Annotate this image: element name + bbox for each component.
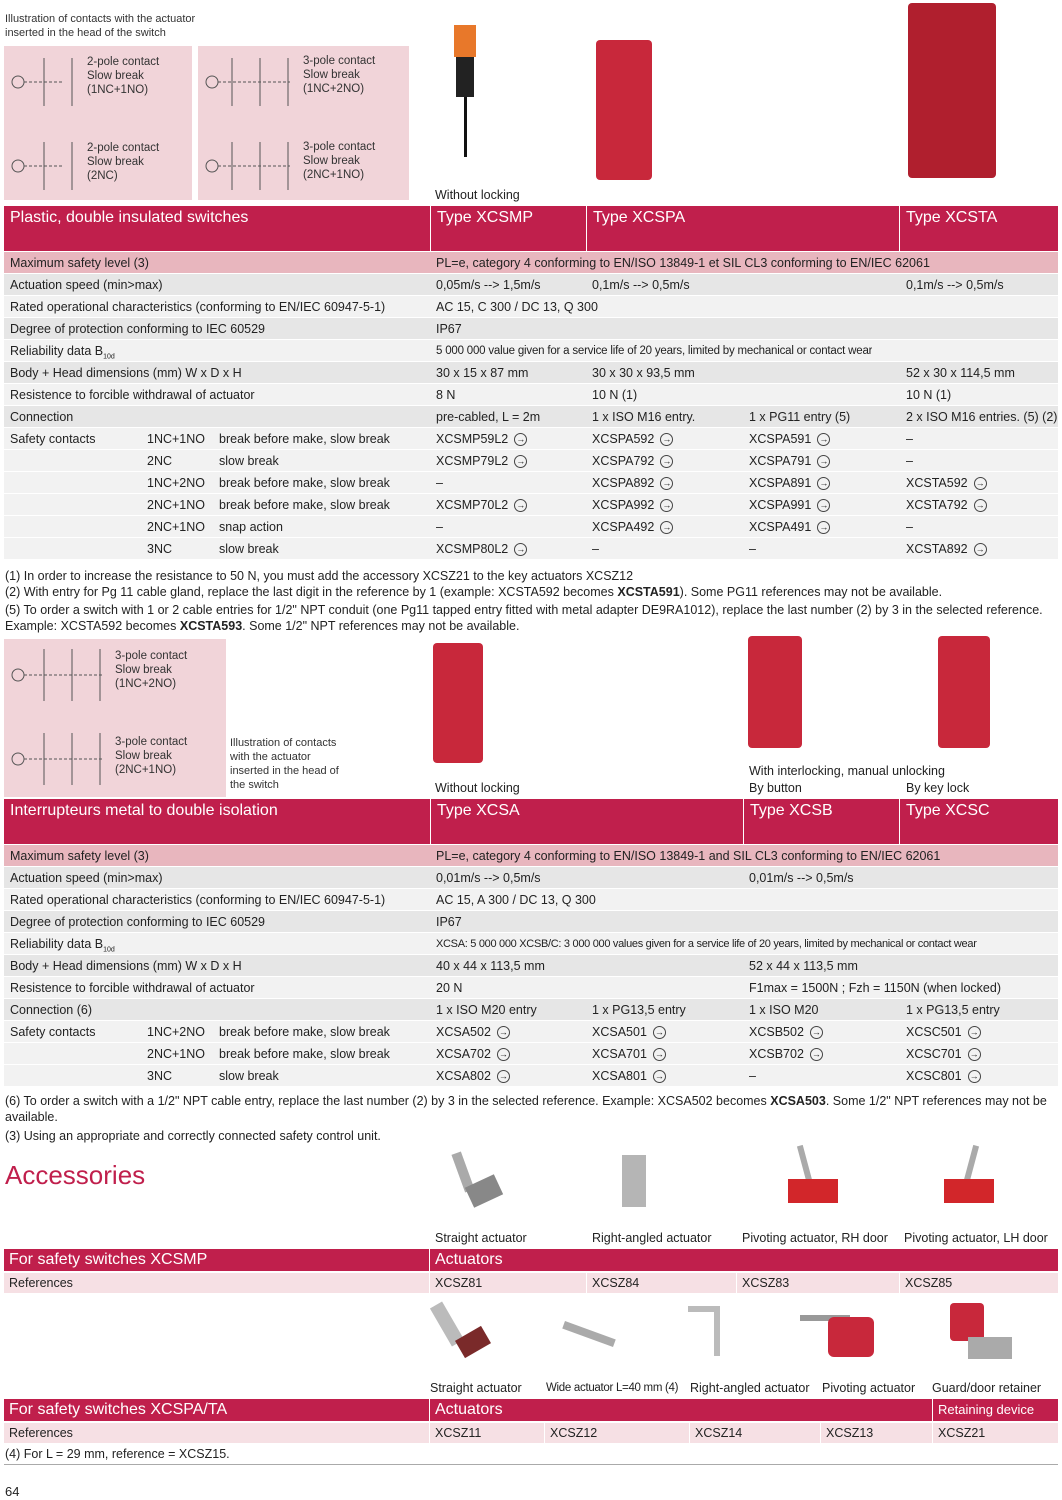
right-angled-actuator-image-2 <box>688 1306 724 1358</box>
note-6: (6) To order a switch with a 1/2" NPT cable entry, replace the last number (2) by 3 in the selected reference. Example: XCSA502 becomes XCSA503. Some 1/2" NPT references may not be available. <box>5 1094 1047 1124</box>
product-image-xcspa <box>596 40 652 180</box>
arrow-right-icon[interactable]: → <box>654 1027 664 1038</box>
acc-caption-1: Straight actuator <box>435 1231 527 1245</box>
t1-row-rated: Rated operational characteristics (conforming to EN/IEC 60947-5-1) AC 15, C 300 / DC 13, Q 300 <box>4 296 1058 318</box>
arrow-right-icon[interactable]: → <box>819 456 829 467</box>
note-1: (1) In order to increase the resistance to 50 N, you must add the accessory XCSZ21 to the key actuators XCSZ12 <box>5 569 634 583</box>
without-locking-caption: Without locking <box>435 188 520 202</box>
contact-diagram-2 <box>198 46 298 200</box>
t2-row-reliability: Reliability data $B_{10d}$ XCSA: 5 000 000 XCSB/C: 3 000 000 values given for a service life of 20 years, limited by mechanical or contact wear <box>4 933 1058 955</box>
t1-contact-row: 2NC+1NO break before make, slow break XCSMP70L2 → XCSPA992 → XCSPA991 → XCSTA792 → <box>4 494 1058 516</box>
acc2-caption-1: Straight actuator <box>430 1381 522 1395</box>
type-xcspa: Type XCSPA <box>586 206 899 251</box>
acc-caption-4: Pivoting actuator, LH door <box>904 1231 1048 1245</box>
t2-contact-row: 2NC+1NO break before make, slow break XCSA702 → XCSA701 → XCSB702 → XCSC701 → <box>4 1043 1058 1065</box>
footer-divider <box>4 1464 1058 1465</box>
contact-label-1: 2-pole contact Slow break (1NC+1NO) <box>87 56 160 96</box>
arrow-right-icon[interactable]: → <box>969 1071 979 1082</box>
ref-xcsz21[interactable]: XCSZ21 <box>933 1423 1058 1443</box>
arrow-right-icon[interactable]: → <box>516 544 526 555</box>
contact-label-mid-2: 3-pole contact Slow break (2NC+1NO) <box>115 736 188 776</box>
t2-row-speed: Actuation speed (min>max) 0,01m/s --> 0,5m/s 0,01m/s --> 0,5m/s <box>4 867 1058 889</box>
arrow-right-icon[interactable]: → <box>498 1049 508 1060</box>
by-button-caption: By button <box>749 781 802 795</box>
arrow-right-icon[interactable]: → <box>975 544 985 555</box>
table1-title: Plastic, double insulated switches <box>10 209 249 226</box>
ref-xcsmp59l2[interactable]: XCSMP59L2 <box>436 432 509 446</box>
t1-contact-row: 3NC slow break XCSMP80L2 → – – XCSTA892 → <box>4 538 1058 560</box>
acc-header-xcspa: For safety switches XCSPA/TA <box>4 1399 429 1421</box>
wide-actuator-image <box>562 1320 616 1350</box>
acc2-caption-3: Right-angled actuator <box>690 1381 810 1395</box>
note-3: (3) Using an appropriate and correctly connected safety control unit. <box>5 1129 381 1143</box>
type-xcsa: Type XCSA <box>430 799 743 844</box>
contact-diagram-mid <box>4 639 114 797</box>
without-locking-caption-2: Without locking <box>435 781 520 795</box>
by-key-caption: By key lock <box>906 781 970 795</box>
note-2: (2) With entry for Pg 11 cable gland, replace the last digit in the reference by 1 (example: XCSTA592 becomes XCSTA591). Some PG11 references may not be available. <box>5 585 943 599</box>
t2-row-resist: Resistence to forcible withdrawal of actuator 20 N F1max = 1500N ; Fzh = 1150N (when locked) <box>4 977 1058 999</box>
product-image-xcsta <box>908 3 996 178</box>
arrow-right-icon[interactable]: → <box>516 434 526 445</box>
t2-row-protection: Degree of protection conforming to IEC 60529 IP67 <box>4 911 1058 933</box>
contact-panel-mid <box>4 639 226 797</box>
contact-label-2: 3-pole contact Slow break (1NC+2NO) <box>303 55 376 95</box>
t1-row-protection: Degree of protection conforming to IEC 60529 IP67 <box>4 318 1058 340</box>
t1-row-connection: Connection pre-cabled, L = 2m 1 x ISO M16 entry. 1 x PG11 entry (5) 2 x ISO M16 entries. (5) (2) <box>4 406 1058 428</box>
ref-xcsz11[interactable]: XCSZ11 <box>430 1423 544 1443</box>
arrow-right-icon[interactable]: → <box>819 478 829 489</box>
t1-row-body: Body + Head dimensions (mm) W x D x H 30 x 15 x 87 mm 30 x 30 x 93,5 mm 52 x 30 x 114,5 mm <box>4 362 1058 384</box>
arrow-right-icon[interactable]: → <box>516 456 526 467</box>
ref-xcsz14[interactable]: XCSZ14 <box>690 1423 820 1443</box>
top-illus-caption: Illustration of contacts with the actuator inserted in the head of the switch <box>5 13 196 39</box>
arrow-right-icon[interactable]: → <box>662 478 672 489</box>
interlock-caption: With interlocking, manual unlocking <box>749 764 945 778</box>
arrow-right-icon[interactable]: → <box>654 1049 664 1060</box>
arrow-right-icon[interactable]: → <box>662 500 672 511</box>
acc-header-actuators: Actuators <box>430 1249 1058 1271</box>
arrow-right-icon[interactable]: → <box>662 456 672 467</box>
table2-header <box>4 799 1058 844</box>
arrow-right-icon[interactable]: → <box>969 1049 979 1060</box>
ref-xcsz84[interactable]: XCSZ84 <box>587 1273 736 1293</box>
straight-actuator-image <box>450 1152 506 1216</box>
contact-diagram-1 <box>4 46 84 200</box>
guard-retainer-image <box>944 1303 1016 1365</box>
pivoting-actuator-image <box>800 1305 876 1363</box>
arrow-right-icon[interactable]: → <box>969 1027 979 1038</box>
t1-contact-row: 1NC+2NO break before make, slow break – XCSPA892 → XCSPA891 → XCSTA592 → <box>4 472 1058 494</box>
straight-actuator-image-2 <box>440 1302 490 1360</box>
pivoting-rh-image <box>788 1145 838 1207</box>
type-xcsta: Type XCSTA <box>899 206 1058 251</box>
arrow-right-icon[interactable]: → <box>662 522 672 533</box>
ref-xcsz81[interactable]: XCSZ81 <box>430 1273 586 1293</box>
acc2-caption-4: Pivoting actuator <box>822 1381 916 1395</box>
table2-title: Interrupteurs metal to double isolation <box>10 802 278 819</box>
t1-row-speed: Actuation speed (min>max) 0,05m/s --> 1,5m/s 0,1m/s --> 0,5m/s 0,1m/s --> 0,5m/s <box>4 274 1058 296</box>
product-image-xcsa <box>433 643 483 763</box>
accessories-title: Accessories <box>5 1160 146 1190</box>
acc-caption-2: Right-angled actuator <box>592 1231 712 1245</box>
t2-row-rated: Rated operational characteristics (conforming to EN/IEC 60947-5-1) AC 15, A 300 / DC 13, Q 300 <box>4 889 1058 911</box>
t2-row-connection: Connection (6) 1 x ISO M20 entry 1 x PG13,5 entry 1 x ISO M20 1 x PG13,5 entry <box>4 999 1058 1021</box>
arrow-right-icon[interactable]: → <box>662 434 672 445</box>
t1-contact-row: 2NC slow break XCSMP79L2 → XCSPA792 → XCSPA791 → – <box>4 450 1058 472</box>
contact-panel-right <box>198 46 409 200</box>
t1-row-max-safety: Maximum safety level (3) PL=e, category 4 conforming to EN/ISO 13849-1 et SIL CL3 conforming to EN/IEC 62061 <box>4 252 1058 274</box>
page-number: 64 <box>5 1484 20 1499</box>
product-image-xcsmp <box>454 25 476 115</box>
acc-header-xcsmp: For safety switches XCSMP <box>4 1249 429 1271</box>
type-xcsc: Type XCSC <box>899 799 1058 844</box>
ref-xcsz83[interactable]: XCSZ83 <box>737 1273 899 1293</box>
arrow-right-icon[interactable]: → <box>498 1071 508 1082</box>
arrow-right-icon[interactable]: → <box>516 500 526 511</box>
t1-row-reliability: Reliability data $B_{10d}$ 5 000 000 value given for a service life of 20 years, limited by mechanical or contact wear <box>4 340 1058 362</box>
ref-xcsz85[interactable]: XCSZ85 <box>900 1273 1058 1293</box>
arrow-right-icon[interactable]: → <box>819 522 829 533</box>
arrow-right-icon[interactable]: → <box>819 500 829 511</box>
t1-row-resist: Resistence to forcible withdrawal of actuator 8 N 10 N (1) 10 N (1) <box>4 384 1058 406</box>
acc-references-label-2: References <box>4 1423 429 1443</box>
pivoting-lh-image <box>944 1145 994 1207</box>
t2-row-max-safety: Maximum safety level (3) PL=e, category 4 conforming to EN/ISO 13849-1 and SIL CL3 conforming to EN/IEC 62061 <box>4 845 1058 867</box>
ref-xcsz13[interactable]: XCSZ13 <box>821 1423 932 1443</box>
table1-header <box>4 206 1058 251</box>
product-image-xcsb <box>748 636 802 748</box>
t2-contact-row: 3NC slow break XCSA802 → XCSA801 → – XCSC801 → <box>4 1065 1058 1087</box>
type-xcsmp: Type XCSMP <box>430 206 586 251</box>
acc-references-label: References <box>4 1273 429 1293</box>
contact-label-4: 3-pole contact Slow break (2NC+1NO) <box>303 141 376 181</box>
arrow-right-icon[interactable]: → <box>819 434 829 445</box>
mid-illus-caption: Illustration of contacts with the actuator inserted in the head of the switch <box>230 737 339 791</box>
type-xcsb: Type XCSB <box>743 799 899 844</box>
contact-panel-left <box>4 46 192 200</box>
note-4: (4) For L = 29 mm, reference = XCSZ15. <box>5 1447 230 1461</box>
t2-contact-row: Safety contacts 1NC+2NO break before make, slow break XCSA502 → XCSA501 → XCSB502 → XCSC501 → <box>4 1021 1058 1043</box>
t2-row-body: Body + Head dimensions (mm) W x D x H 40 x 44 x 113,5 mm 52 x 44 x 113,5 mm <box>4 955 1058 977</box>
arrow-right-icon[interactable]: → <box>811 1027 821 1038</box>
contact-label-3: 2-pole contact Slow break (2NC) <box>87 142 160 182</box>
acc-header-actuators-2: Actuators <box>430 1399 932 1421</box>
arrow-right-icon[interactable]: → <box>654 1071 664 1082</box>
contact-label-mid-1: 3-pole contact Slow break (1NC+2NO) <box>115 650 188 690</box>
arrow-right-icon[interactable]: → <box>975 478 985 489</box>
right-angled-actuator-image <box>622 1155 646 1207</box>
arrow-right-icon[interactable]: → <box>811 1049 821 1060</box>
t1-contact-row: 2NC+1NO snap action – XCSPA492 → XCSPA491 → – <box>4 516 1058 538</box>
arrow-right-icon[interactable]: → <box>498 1027 508 1038</box>
product-image-xcsc <box>938 636 990 748</box>
note-5: (5) To order a switch with 1 or 2 cable entries for 1/2" NPT conduit (one Pg11 tapped entry fitted with metal adapter DE9RA1012), replace the last number (2) by 3 in the selected reference. Example: XCSTA592 becomes XCSTA593. Some 1/2" NPT references may not be available. <box>5 603 1043 633</box>
acc2-caption-5: Guard/door retainer <box>932 1381 1042 1395</box>
acc-caption-3: Pivoting actuator, RH door <box>742 1231 888 1245</box>
t1-contact-row: Safety contacts 1NC+1NO break before make, slow break XCSMP59L2 → XCSPA592 → XCSPA591 → – <box>4 428 1058 450</box>
arrow-right-icon[interactable]: → <box>975 500 985 511</box>
acc2-caption-2: Wide actuator L=40 mm (4) <box>546 1382 679 1394</box>
acc-header-retaining: Retaining device <box>933 1399 1058 1421</box>
ref-xcsz12[interactable]: XCSZ12 <box>545 1423 689 1443</box>
